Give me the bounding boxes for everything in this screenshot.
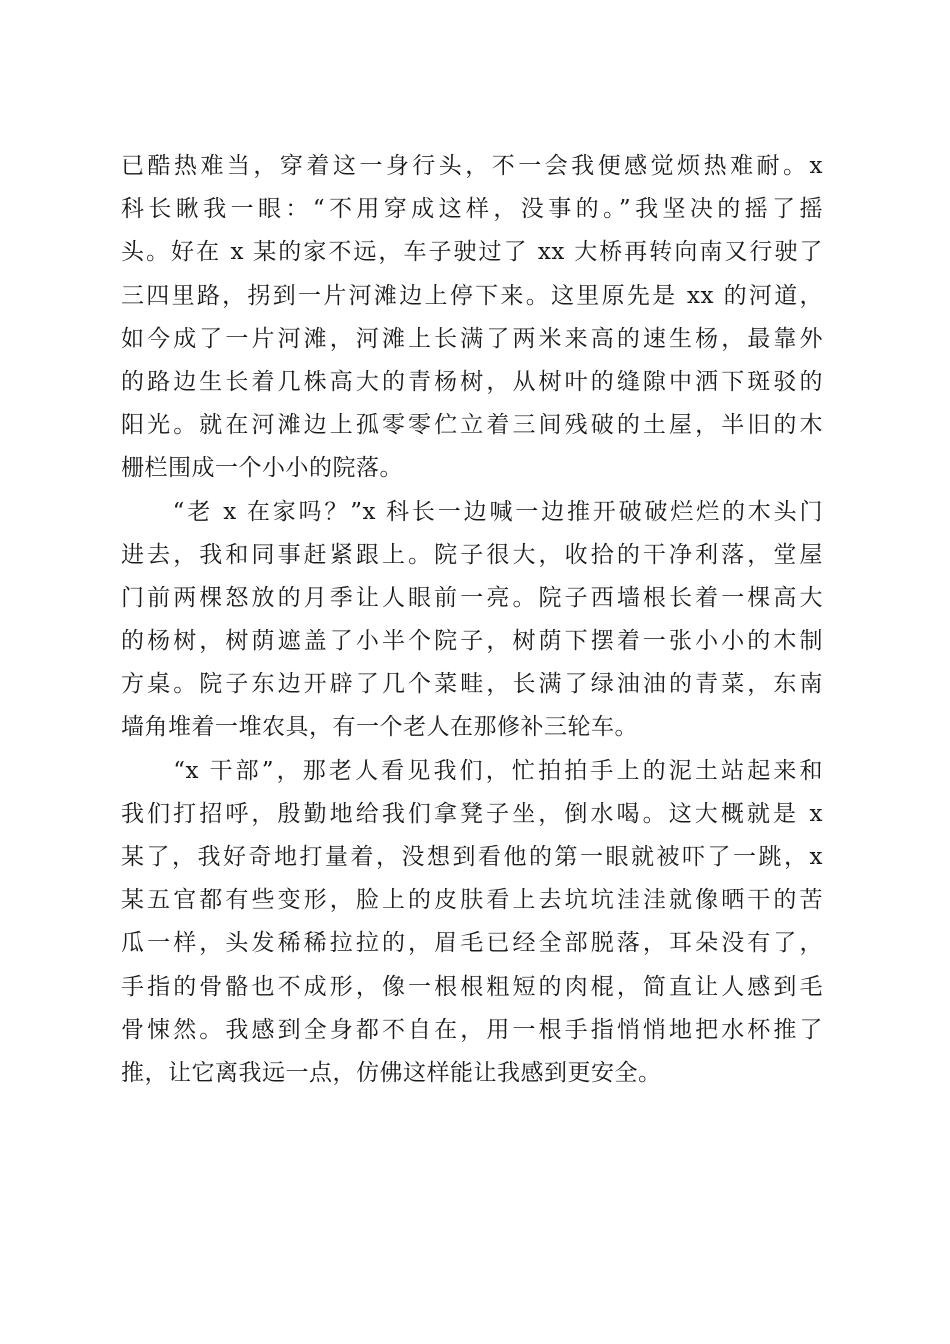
paragraph-2 xyxy=(121,491,823,750)
text-line: 进去，我和同事赶紧跟上。院子很大，收拾的干净利落，堂屋 xyxy=(121,541,823,568)
text-line: 方桌。院子东边开辟了几个菜畦，长满了绿油油的青菜，东南 xyxy=(121,671,823,698)
text-line: 阳光。就在河滩边上孤零零伫立着三间残破的土屋，半旧的木 xyxy=(121,412,823,439)
text-line: 墙角堆着一堆农具，有一个老人在那修补三轮车。 xyxy=(121,714,638,741)
paragraph-3 xyxy=(121,750,823,1096)
text-line: 某了，我好奇地打量着，没想到看他的第一眼就被吓了一跳，x xyxy=(121,844,823,870)
text-line: “x 干部”，那老人看见我们，忙拍拍手上的泥土站起来和 xyxy=(121,757,823,784)
paragraph-1 xyxy=(121,145,823,491)
document-body xyxy=(121,145,823,1095)
text-line: 三四里路，拐到一片河滩边上停下来。这里原先是 xx 的河道， xyxy=(121,282,823,309)
text-line: 的路边生长着几株高大的青杨树，从树叶的缝隙中洒下斑驳的 xyxy=(121,368,823,395)
text-line: 栅栏围成一个小小的院落。 xyxy=(121,455,403,482)
text-line: “老 x 在家吗？”x 科长一边喊一边推开破破烂烂的木头门 xyxy=(121,498,823,525)
text-line: 瓜一样，头发稀稀拉拉的，眉毛已经全部脱落，耳朵没有了， xyxy=(121,930,823,957)
text-line: 如今成了一片河滩，河滩上长满了两米来高的速生杨，最靠外 xyxy=(121,325,823,352)
text-line: 某五官都有些变形，脸上的皮肤看上去坑坑洼洼就像晒干的苦 xyxy=(121,887,823,914)
text-line: 推，让它离我远一点，仿佛这样能让我感到更安全。 xyxy=(121,1059,662,1086)
text-line: 手指的骨骼也不成形，像一根根粗短的肉棍，简直让人感到毛 xyxy=(121,973,823,1000)
text-line: 已酷热难当，穿着这一身行头，不一会我便感觉烦热难耐。x xyxy=(121,153,823,179)
text-line: 科长瞅我一眼：“不用穿成这样，没事的。”我坚决的摇了摇 xyxy=(121,196,823,223)
text-line: 的杨树，树荫遮盖了小半个院子，树荫下摆着一张小小的木制 xyxy=(121,628,823,655)
text-line: 我们打招呼，殷勤地给我们拿凳子坐，倒水喝。这大概就是 x xyxy=(121,800,823,827)
text-line: 骨悚然。我感到全身都不自在，用一根手指悄悄地把水杯推了 xyxy=(121,1016,823,1043)
text-line: 门前两棵怒放的月季让人眼前一亮。院子西墙根长着一棵高大 xyxy=(121,584,823,611)
text-line: 头。好在 x 某的家不远，车子驶过了 xx 大桥再转向南又行驶了 xyxy=(121,239,823,266)
